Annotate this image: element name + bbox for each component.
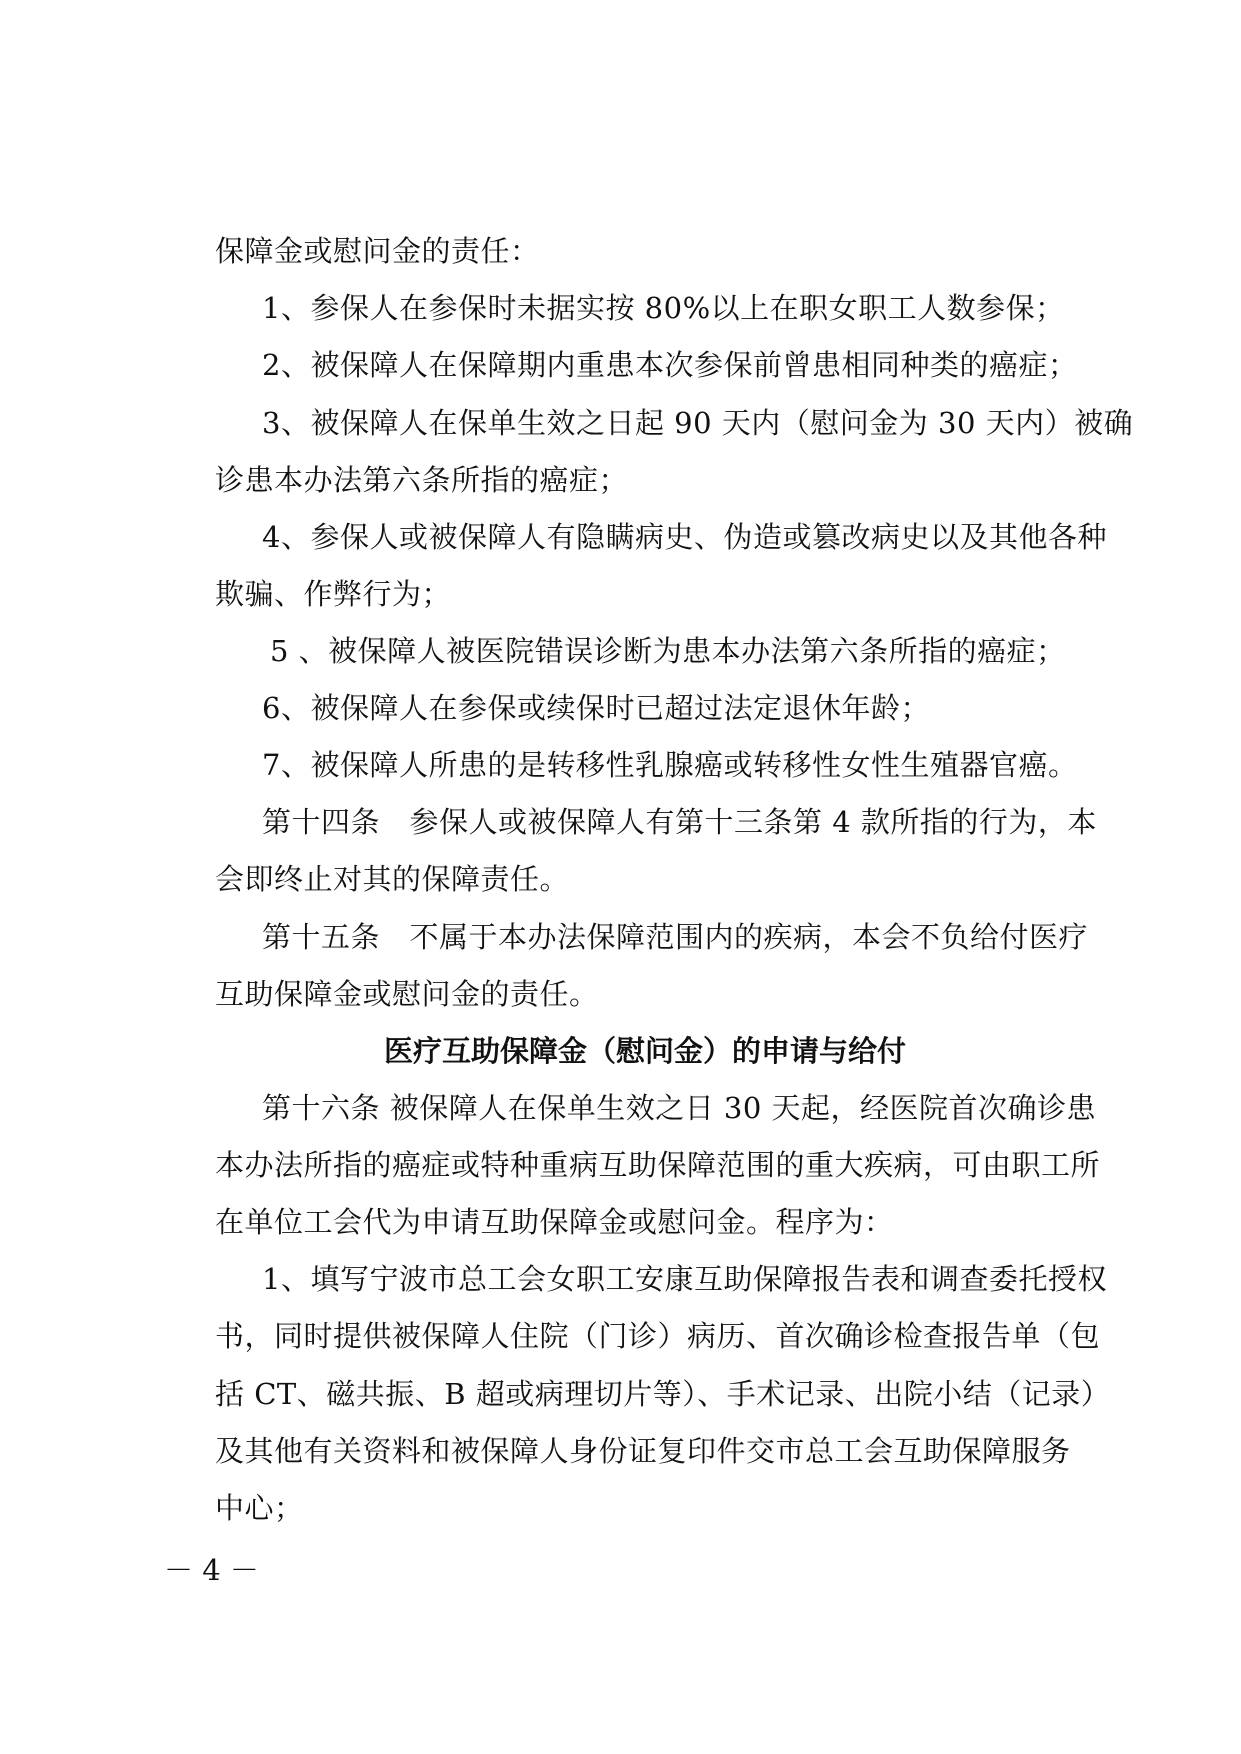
- page-number: － 4 －: [164, 1553, 259, 1587]
- text-line: 5 、被保障人被医院错误诊断为患本办法第六条所指的癌症；: [270, 634, 1066, 668]
- text-line: 诊患本办法第六条所指的癌症；: [215, 463, 629, 497]
- text-line: 括 CT、磁共振、B 超或病理切片等）、手术记录、出院小结（记录）: [215, 1377, 1111, 1411]
- text-line: 1、参保人在参保时未据实按 80%以上在职女职工人数参保；: [262, 291, 1065, 325]
- text-line: 本办法所指的癌症或特种重病互助保障范围的重大疾病，可由职工所: [215, 1148, 1101, 1182]
- text-line: 7、被保障人所患的是转移性乳腺癌或转移性女性生殖器官癌。: [262, 748, 1078, 782]
- text-line: 及其他有关资料和被保障人身份证复印件交市总工会互助保障服务: [215, 1434, 1071, 1468]
- text-line: 6、被保障人在参保或续保时已超过法定退休年龄；: [262, 691, 930, 725]
- text-line: 3、被保障人在保单生效之日起 90 天内（慰问金为 30 天内）被确: [262, 406, 1134, 440]
- section-heading: 医疗互助保障金（慰问金）的申请与给付: [384, 1034, 907, 1068]
- text-line: 互助保障金或慰问金的责任。: [215, 977, 599, 1011]
- text-line: 保障金或慰问金的责任：: [215, 234, 540, 268]
- text-line: 会即终止对其的保障责任。: [215, 862, 570, 896]
- text-line: 在单位工会代为申请互助保障金或慰问金。程序为：: [215, 1205, 894, 1239]
- text-line: 第十五条 不属于本办法保障范围内的疾病，本会不负给付医疗: [262, 920, 1089, 954]
- text-line: 第十六条 被保障人在保单生效之日 30 天起，经医院首次确诊患: [262, 1091, 1097, 1125]
- text-line: 中心；: [215, 1491, 304, 1525]
- text-line: 4、参保人或被保障人有隐瞒病史、伪造或篡改病史以及其他各种: [262, 520, 1107, 554]
- text-line: 2、被保障人在保障期内重患本次参保前曾患相同种类的癌症；: [262, 348, 1078, 382]
- text-line: 第十四条 参保人或被保障人有第十三条第 4 款所指的行为，本: [262, 805, 1097, 839]
- text-line: 欺骗、作弊行为；: [215, 577, 452, 611]
- text-line: 书，同时提供被保障人住院（门诊）病历、首次确诊检查报告单（包: [215, 1319, 1101, 1353]
- text-line: 1、填写宁波市总工会女职工安康互助保障报告表和调查委托授权: [262, 1262, 1107, 1296]
